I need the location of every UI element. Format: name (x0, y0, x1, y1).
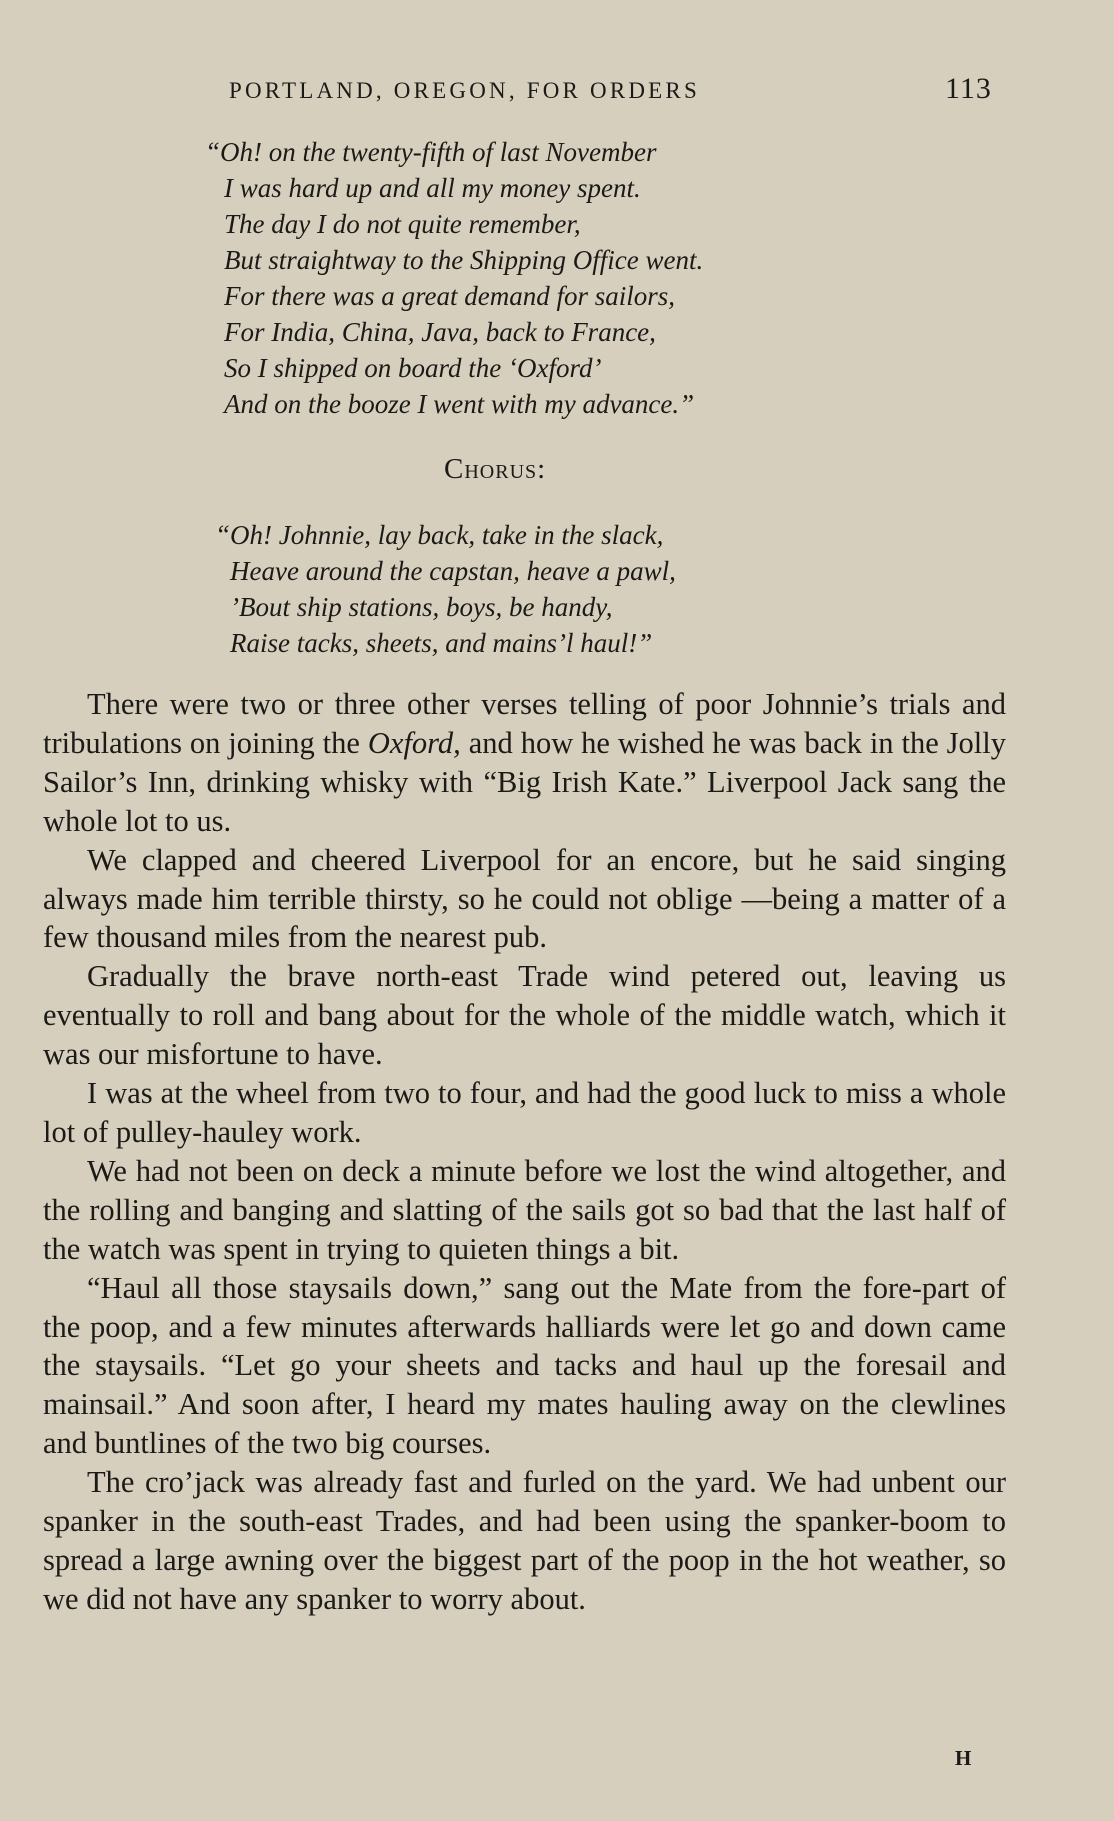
verse-line: I was hard up and all my money spent. (224, 173, 641, 203)
paragraph: The cro’jack was already fast and furled on the yard. We had unbent our spanker in the south-east Trades, and had been using the spanker-boom to spread a large awning over the biggest part of the poop in the hot weather, so we did not have any spanker to worry about. (43, 1465, 1006, 1616)
paragraph: We clapped and cheered Liverpool for an encore, but he said singing always made him terrible thirsty, so he could not oblige —being a matter of a few thousand miles from the nearest pub. (43, 842, 1006, 955)
paragraph-text: There were two or three other verses telling of poor Johnnie’s trials and tribulations on joining the (43, 687, 1006, 760)
signature-mark: H (955, 1746, 973, 1770)
paragraph-text: and how he wished he was back in the Jolly Sailor’s Inn, drinking whisky with “Big Irish Kate.” Liverpool Jack sang the whole lot to us. (43, 725, 1006, 838)
chorus-line: Raise tacks, sheets, and mains’l haul!” (230, 628, 653, 658)
verse-line: For there was a great demand for sailors, (224, 281, 675, 311)
song-verse (205, 134, 703, 422)
song-chorus (215, 517, 676, 661)
chorus-line: Heave around the capstan, heave a pawl, (230, 556, 676, 586)
paragraph: We had not been on deck a minute before we lost the wind altogether, and the rolling and banging and slatting of the sails got so bad that the last half of the watch was spent in trying to quieten things a bit. (43, 1153, 1006, 1266)
body-text (43, 685, 1006, 1619)
chorus-line: “Oh! Johnnie, lay back, take in the slack, (215, 520, 664, 550)
verse-line: The day I do not quite remember, (224, 209, 581, 239)
paragraph (43, 685, 1006, 841)
chorus-heading: Chorus: (444, 453, 547, 485)
running-head: PORTLAND, OREGON, FOR ORDERS (229, 78, 700, 103)
verse-line: So I shipped on board the ‘Oxford’ (224, 353, 602, 383)
verse-line: For India, China, Java, back to France, (224, 317, 656, 347)
verse-line: But straightway to the Shipping Office went. (224, 245, 704, 275)
page-number: 113 (945, 72, 992, 105)
verse-line: “Oh! on the twenty-fifth of last November (205, 137, 657, 167)
chorus-line: ’Bout ship stations, boys, be handy, (230, 592, 613, 622)
verse-line: And on the booze I went with my advance.” (224, 389, 695, 419)
paragraph: I was at the wheel from two to four, and had the good luck to miss a whole lot of pulley-hauley work. (43, 1076, 1006, 1149)
paragraph: Gradually the brave north-east Trade wind petered out, leaving us eventually to roll and bang about for the whole of the middle watch, which it was our misfortune to have. (43, 959, 1006, 1072)
ship-name: Oxford, (367, 725, 461, 760)
paragraph: “Haul all those staysails down,” sang out the Mate from the fore-part of the poop, and a few minutes afterwards halliards were let go and down came the staysails. “Let go your sheets and tacks and haul up the foresail and mainsail.” And soon after, I heard my mates hauling away on the clewlines and buntlines of the two big courses. (43, 1270, 1006, 1461)
